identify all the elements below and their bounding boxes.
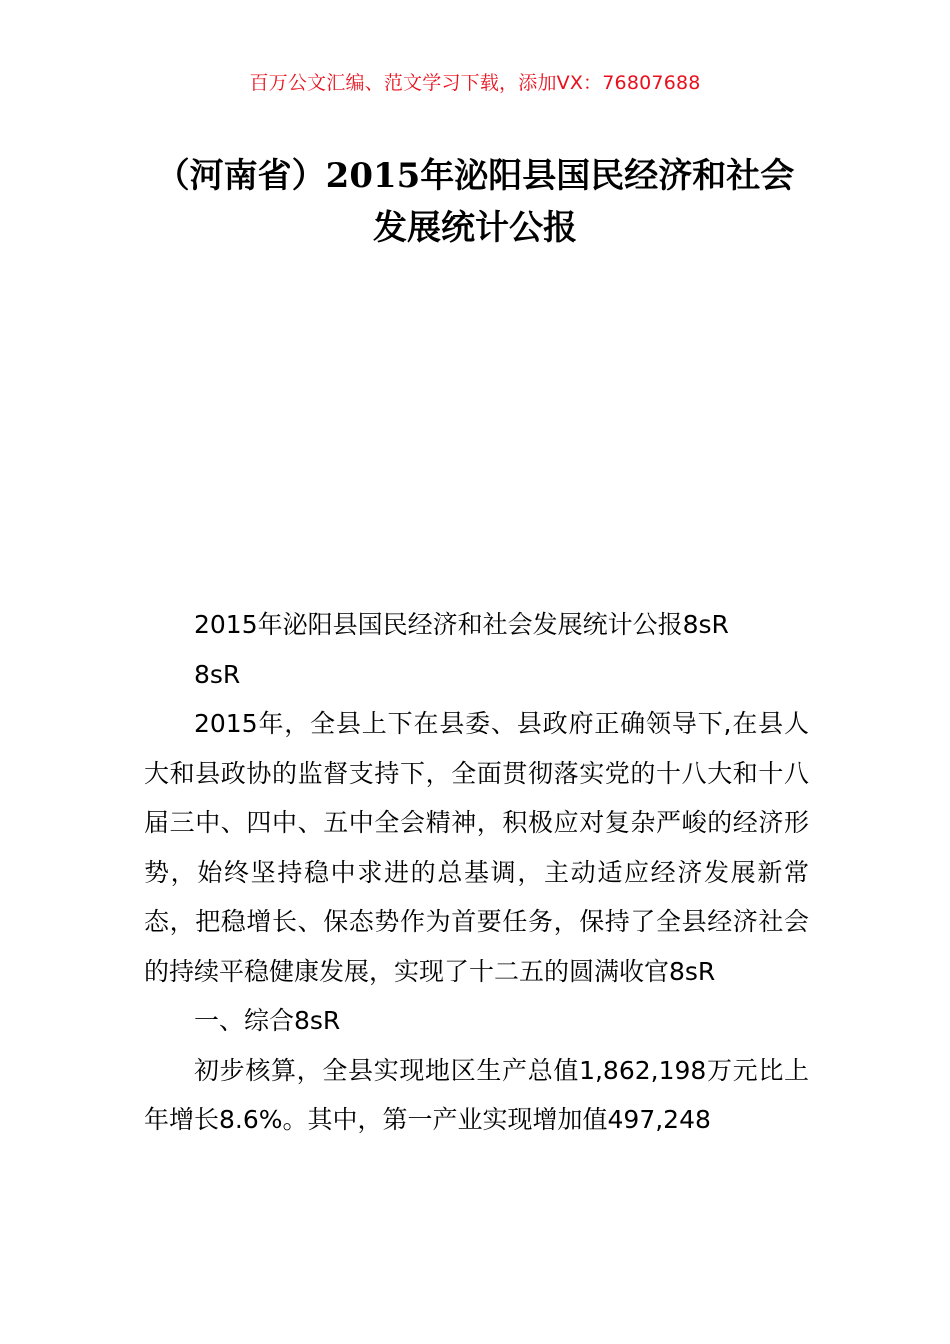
document-body xyxy=(144,600,809,1145)
paragraph-intro: 2015年，全县上下在县委、县政府正确领导下,在县人大和县政协的监督支持下，全面贯彻落实党的十八大和十八届三中、四中、五中全会精神，积极应对复杂严峻的经济形势，始终坚持稳中求进的总基调，主动适应经济发展新常态，把稳增长、保态势作为首要任务，保持了全县经济社会的持续平稳健康发展，实现了十二五的圆满收官8sR xyxy=(144,709,809,986)
paragraph-gdp: 初步核算，全县实现地区生产总值1,862,198万元比上年增长8.6%。其中，第一产业实现增加值497,248 xyxy=(144,1055,809,1134)
paragraph-subtitle: 2015年泌阳县国民经济和社会发展统计公报8sR xyxy=(194,610,729,639)
section-heading-general: 一、综合8sR xyxy=(194,1006,341,1035)
title-line-1: （河南省）2015年泌阳县国民经济和社会 xyxy=(155,156,795,196)
page-title xyxy=(120,150,830,254)
title-line-2: 发展统计公报 xyxy=(373,208,577,248)
paragraph-marker: 8sR xyxy=(194,659,241,689)
header-note: 百万公文汇编、范文学习下载，添加VX：76807688 xyxy=(249,72,701,94)
